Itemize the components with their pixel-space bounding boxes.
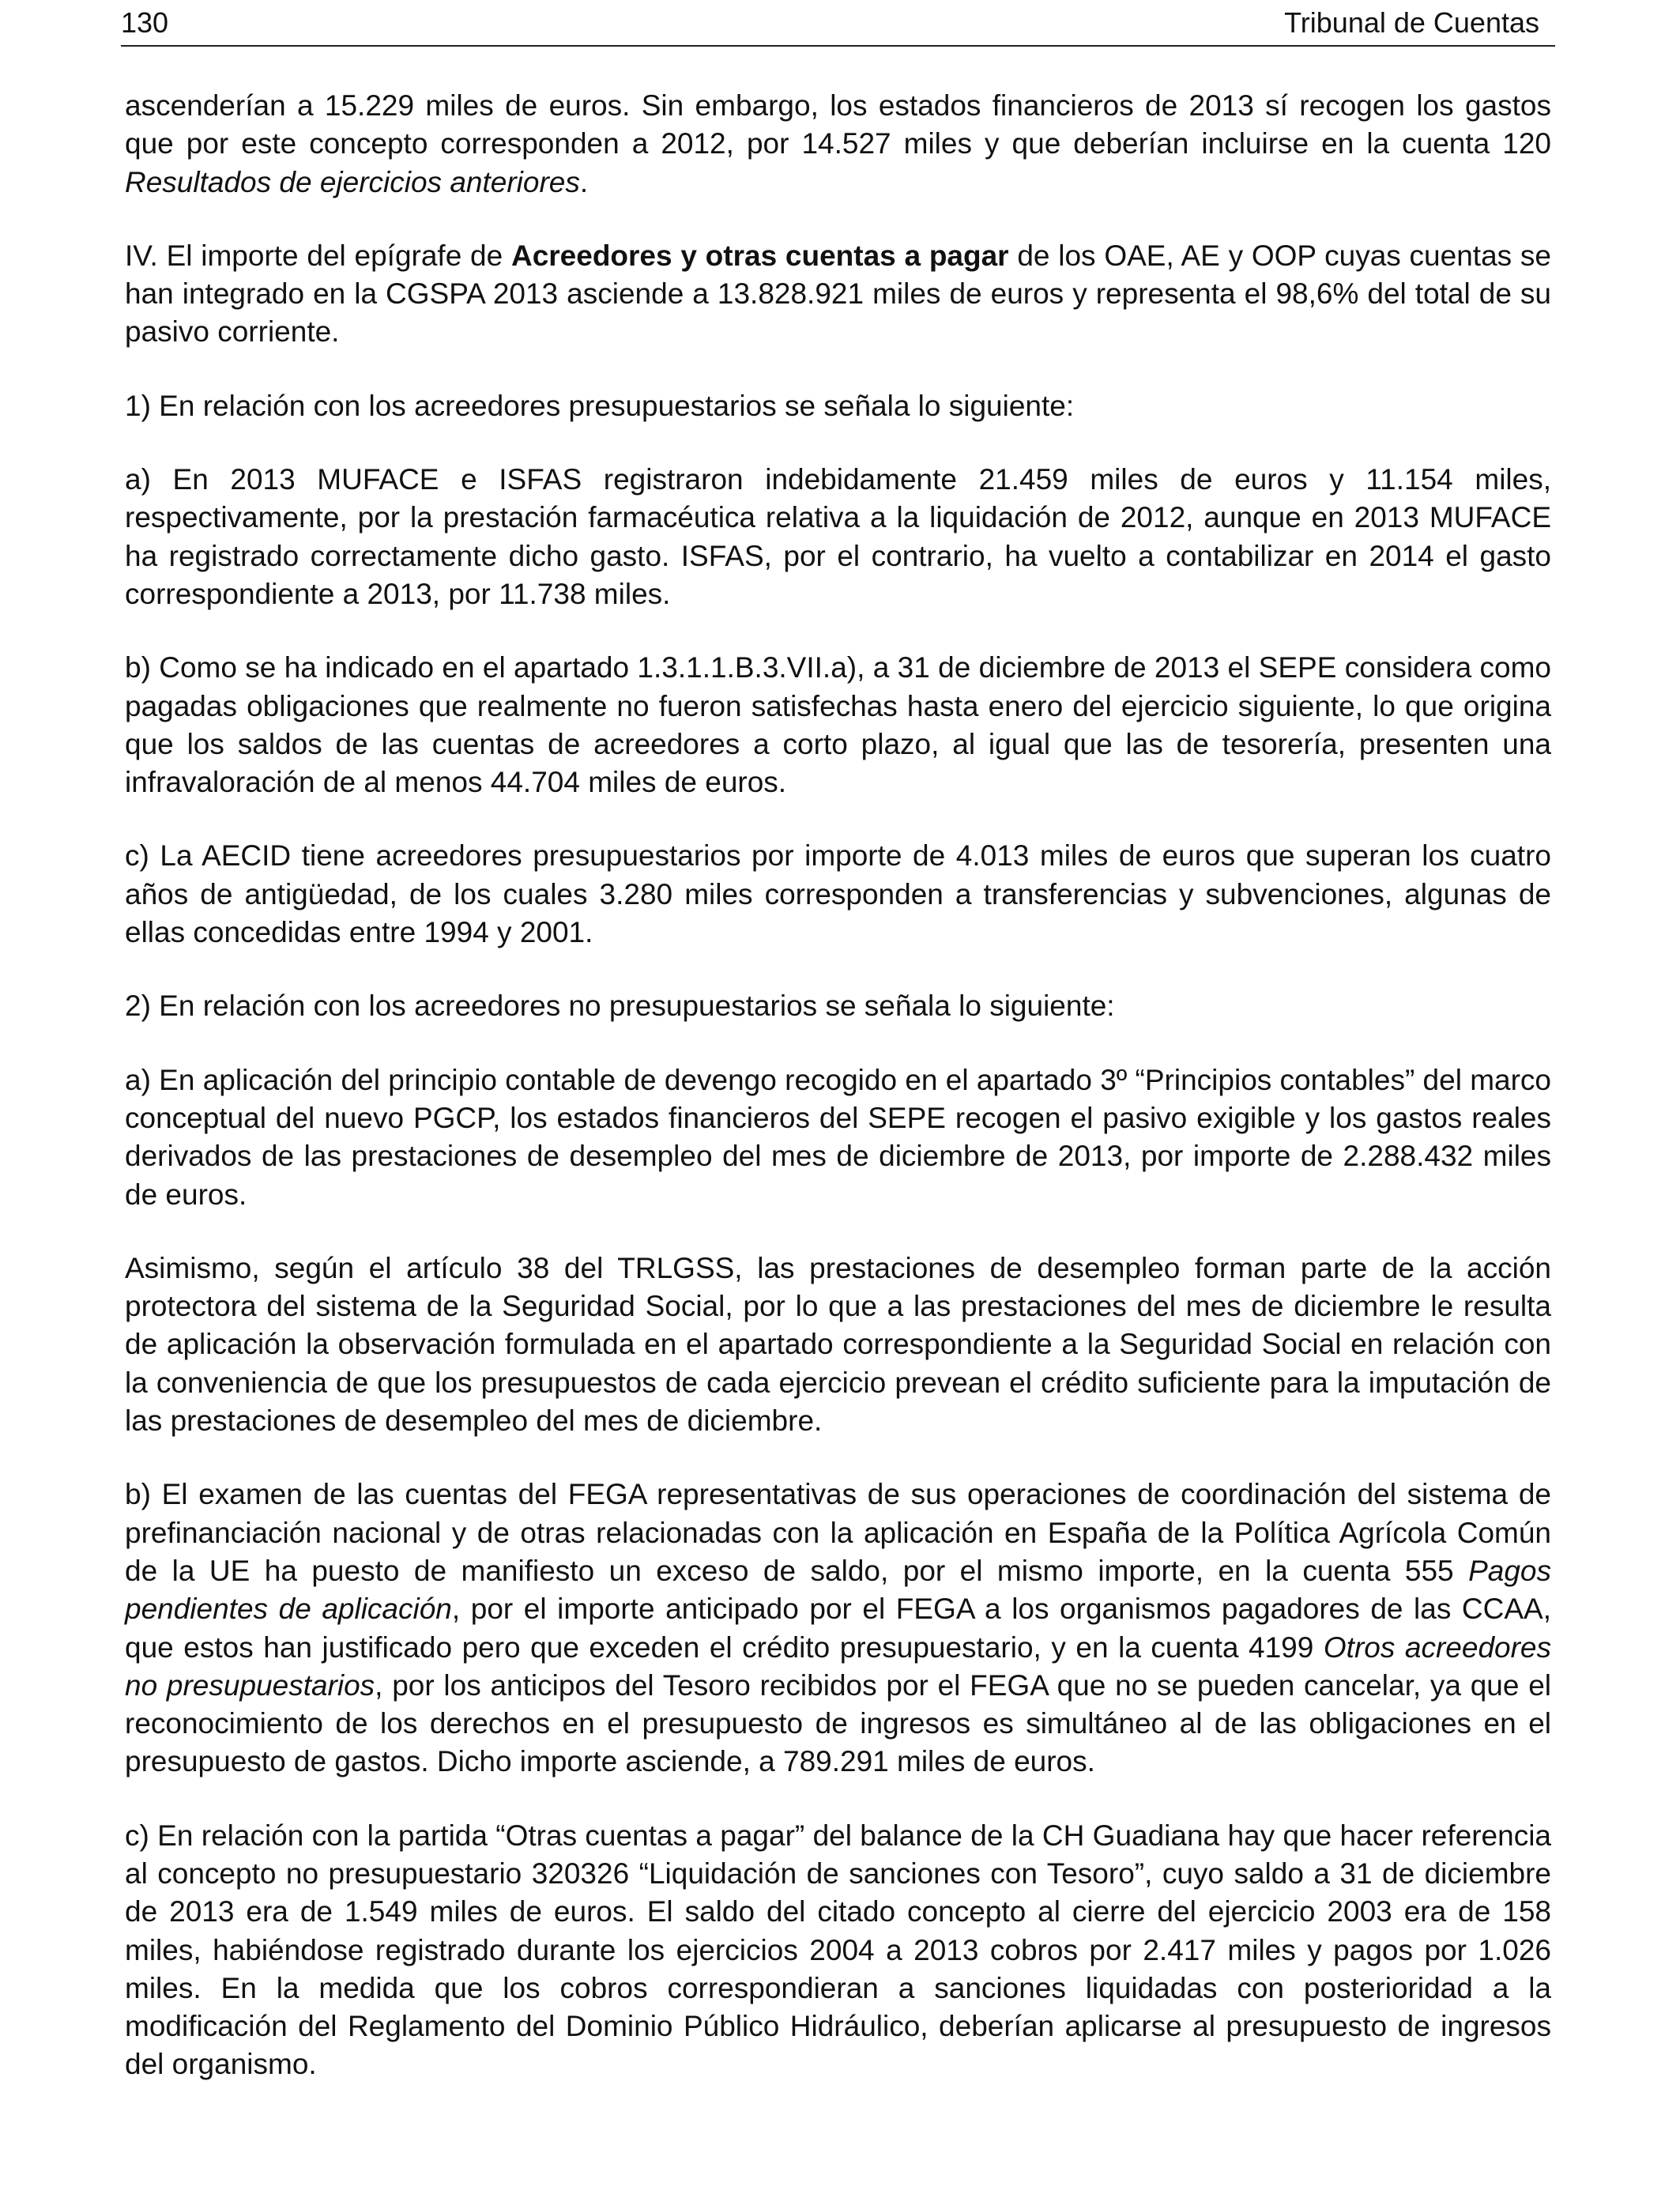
page-number: 130: [121, 6, 169, 39]
page-body: [125, 87, 1551, 2120]
paragraph-item-2c: c) En relación con la partida “Otras cuentas a pagar” del balance de la CH Guadiana hay que hacer referencia al concepto no presupuestario 320326 “Liquidación de sanciones con Tesoro”, cuyo saldo a 31 de diciembre de 2013 era de 1.549 miles de euros. El saldo del citado concepto al cierre del ejercicio 2003 era de 158 miles, habiéndose registrado durante los ejercicios 2004 a 2013 cobros por 2.417 miles y pagos por 1.026 miles. En la medida que los cobros correspondieran a sanciones liquidadas con posterioridad a la modificación del Reglamento del Dominio Público Hidráulico, deberían aplicarse al presupuesto de ingresos del organismo.: [125, 1819, 1551, 2081]
paragraph-item-1a: a) En 2013 MUFACE e ISFAS registraron indebidamente 21.459 miles de euros y 11.154 miles, respectivamente, por la prestación farmacéutica relativa a la liquidación de 2012, aunque en 2013 MUFACE ha registrado correctamente dicho gasto. ISFAS, por el contrario, ha vuelto a contabilizar en 2014 el gasto correspondiente a 2013, por 11.738 miles.: [125, 463, 1551, 610]
running-title: Tribunal de Cuentas: [1284, 6, 1539, 39]
paragraph-asimismo: Asimismo, según el artículo 38 del TRLGSS, las prestaciones de desempleo forman parte de la acción protectora del sistema de la Seguridad Social, por lo que a las prestaciones del mes de diciembre le resulta de aplicación la observación formulada en el apartado correspondiente a la Seguridad Social en relación con la conveniencia de que los presupuestos de cada ejercicio prevean el crédito suficiente para la imputación de las prestaciones de desempleo del mes de diciembre.: [125, 1251, 1551, 1438]
paragraph-item-2a: a) En aplicación del principio contable de devengo recogido en el apartado 3º “Principios contables” del marco conceptual del nuevo PGCP, los estados financieros del SEPE recogen el pasivo exigible y los gastos reales derivados de las prestaciones de desempleo del mes de diciembre de 2013, por importe de 2.288.432 miles de euros.: [125, 1063, 1551, 1211]
paragraph-item-2b: b) El examen de las cuentas del FEGA representativas de sus operaciones de coordinación del sistema de prefinanciación nacional y de otras relacionadas con la aplicación en España de la Política Agrícola Común de la UE ha puesto de manifiesto un exceso de saldo, por el mismo importe, en la cuenta 555 Pagos pendientes de aplicación, por el importe anticipado por el FEGA a los organismos pagadores de las CCAA, que estos han justificado pero que exceden el crédito presupuestario, y en la cuenta 4199 Otros acreedores no presupuestarios, por los anticipos del Tesoro recibidos por el FEGA que no se pueden cancelar, ya que el reconocimiento de los derechos en el presupuesto de ingresos es simultáneo al de las obligaciones en el presupuesto de gastos. Dicho importe asciende, a 789.291 miles de euros.: [125, 1478, 1551, 1778]
account-555-italic: Pagos pendientes de aplicación: [125, 1554, 1551, 1626]
account-name-italic: Resultados de ejercicios anteriores: [125, 165, 580, 198]
page-header: [121, 0, 1555, 47]
paragraph-item-2: 2) En relación con los acreedores no presupuestarios se señala lo siguiente:: [125, 990, 1115, 1023]
paragraph-section-iv: IV. El importe del epígrafe de Acreedores y otras cuentas a pagar de los OAE, AE y OOP cuyas cuentas se han integrado en la CGSPA 2013 asciende a 13.828.921 miles de euros y representa el 98,6% del total de su pasivo corriente.: [125, 239, 1551, 349]
heading-acreedores-bold: Acreedores y otras cuentas a pagar: [510, 239, 1009, 272]
account-4199-italic: Otros acreedores no presupuestarios: [125, 1630, 1551, 1702]
paragraph-continuation: ascenderían a 15.229 miles de euros. Sin embargo, los estados financieros de 2013 sí recogen los gastos que por este concepto corresponden a 2012, por 14.527 miles y que deberían incluirse en la cuenta 120 Resultados de ejercicios anteriores.: [125, 89, 1551, 198]
paragraph-item-1: 1) En relación con los acreedores presupuestarios se señala lo siguiente:: [125, 389, 1075, 422]
paragraph-item-1c: c) La AECID tiene acreedores presupuestarios por importe de 4.013 miles de euros que superan los cuatro años de antigüedad, de los cuales 3.280 miles corresponden a transferencias y subvenciones, algunas de ellas concedidas entre 1994 y 2001.: [125, 839, 1551, 949]
paragraph-item-1b: b) Como se ha indicado en el apartado 1.3.1.1.B.3.VII.a), a 31 de diciembre de 2013 el SEPE considera como pagadas obligaciones que realmente no fueron satisfechas hasta enero del ejercicio siguiente, lo que origina que los saldos de las cuentas de acreedores a corto plazo, al igual que las de tesorería, presenten una infravaloración de al menos 44.704 miles de euros.: [125, 651, 1551, 799]
